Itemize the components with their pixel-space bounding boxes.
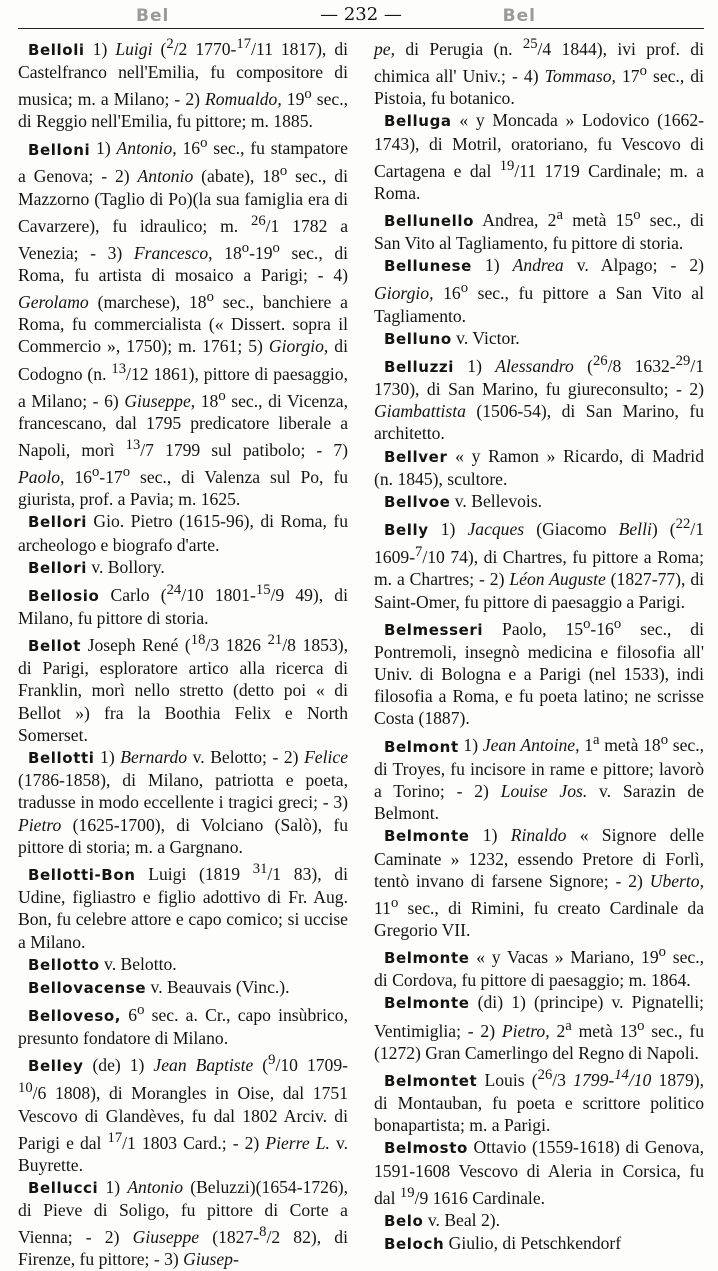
dictionary-entry [18, 556, 348, 579]
dictionary-entry [374, 1209, 704, 1232]
entry-text: pe, di Perugia (n. $^{25}$/4 1844), ivi prof. di chimica all' Univ.; - 4) Tommaso, 17$^o$ sec., di Pistoia, fu botanico. [374, 36, 704, 109]
dictionary-entry [18, 33, 348, 133]
entry-text: (de) 1) Jean Baptiste ($^9$/10 1709-$^{10}$/6 1808), di Morangles in Oise, dal 1751 Vescovo di Glandèves, fu dal 1802 Arciv. di Parigi e dal $^{17}$/1 1803 Card.; - 2) Pierre L. v. Buyrette. [18, 1052, 349, 1175]
entry-text: 1) Luigi ($^2$/2 1770-$^{17}$/11 1817), di Castelfranco nell'Emilia, fu compositore di musica; m. a Milano; - 2) Romualdo, 19$^o$ sec., di Reggio nell'Emilia, fu pittore; m. 1885. [18, 36, 349, 132]
entry-headword: Belloni [28, 140, 91, 159]
entry-text: v. Beauvais (Vinc.). [146, 976, 290, 997]
entry-text: Carlo ($^{24}$/10 1801-$^{15}$/9 49), di Milano, fu pittore di storia. [18, 581, 348, 628]
entry-text: Louis ($^{26}$/3 1799-$^{14}$/10 1879), di Montauban, fu poeta e scrittore politico bonapartista; m. a Parigi. [374, 1066, 705, 1136]
dictionary-entry [374, 1136, 704, 1208]
entry-headword: Bellunello [384, 211, 475, 230]
entry-headword: Belluno [384, 329, 452, 348]
entry-headword: Belmonte [384, 827, 470, 846]
entry-text: Paolo, 15$^o$-16$^o$ sec., di Pontremoli, insegnò medicina e filosofia all' Univ. di Bologna e a Parigi (nel 1533), indi filosofia a Roma, e fu poeta latino; ne scrisse Costa (1887). [374, 615, 704, 729]
dictionary-entry [18, 510, 348, 555]
entry-text: 1) Jacques (Giacomo Belli) ($^{22}$/1 1609-$^7$/10 74), di Chartres, fu pittore a Roma; m. a Chartres; - 2) Léon Auguste (1827-77), di Saint-Omer, fu pittore di paesaggio a Parigi. [374, 516, 705, 612]
dictionary-entry [18, 1176, 348, 1271]
entry-text: 1) Jean Antoine, 1$^a$ metà 18$^o$ sec., di Troyes, fu incisore in rame e pittore; lavorò a Torino; - 2) Louise Jos. v. Sarazin de Belmont. [374, 732, 705, 824]
entry-text: « y Moncada » Lodovico (1662-1743), di Motril, oratoriano, fu Vescovo di Cartagena e dal $^{19}$/11 1719 Cardinale; m. a Roma. [374, 110, 704, 203]
entry-headword: Belluzzi [384, 357, 454, 376]
text-columns [18, 33, 704, 1271]
dictionary-entry [18, 629, 348, 746]
dictionary-entry [18, 858, 348, 953]
dictionary-entry [374, 445, 704, 490]
dictionary-entry [374, 350, 704, 445]
entry-headword: Bellver [384, 447, 448, 466]
entry-headword: Belly [384, 521, 429, 540]
entry-headword: Belmesseri [384, 620, 484, 639]
dictionary-entry [374, 327, 704, 350]
entry-headword: Belmonte [384, 994, 470, 1013]
entry-text: v. Bollory. [86, 556, 165, 577]
entry-headword: Bellunese [384, 257, 472, 276]
entry-text: Giulio, di Petschkendorf [444, 1233, 622, 1254]
entry-text: v. Bellevois. [450, 491, 543, 512]
entry-text: 1) Antonio (Beluzzi)(1654-1726), di Pieve di Soligo, fu pittore di Corte a Vienna; - 2) Giuseppe (1827-$^8$/2 82), di Firenze, fu pittore; - 3) Giusep- [18, 1177, 349, 1270]
dictionary-entry [18, 133, 348, 511]
entry-headword: Beloch [384, 1235, 445, 1254]
dictionary-entry [374, 1064, 704, 1136]
dictionary-entry [374, 730, 704, 825]
entry-text: Ottavio (1559-1618) di Genova, 1591-1608 Vescovo di Aleria in Corsica, fu dal $^{19}$/9 1616 Cardinale. [374, 1137, 704, 1208]
entry-text: Luigi (1819 $^{31}$/1 83), di Udine, figliastro e figlio adottivo di Fr. Aug. Bon, fu celebre attore e capo comico; si uccise a Milano. [18, 861, 348, 952]
dictionary-entry [18, 999, 348, 1049]
entry-text: (di) 1) (principe) v. Pignatelli; Ventimiglia; - 2) Pietro, 2$^a$ metà 13$^o$ sec., fu (1272) Gran Camerlingo del Regno di Napoli. [374, 992, 704, 1063]
dictionary-entry [374, 1232, 704, 1255]
entry-headword: Belloli [28, 40, 85, 59]
entry-headword: Belo [384, 1211, 424, 1230]
entry-headword: Belmont [384, 737, 459, 756]
entry-text: 6$^o$ sec. a. Cr., capo insùbrico, presunto fondatore di Milano. [18, 1002, 348, 1049]
dictionary-entry [18, 953, 348, 976]
entry-text: 1) Rinaldo « Signore delle Caminate » 1232, essendo Pretore di Forlì, tentò invano di farsene Signore; - 2) Uberto, 11$^o$ sec., di Rimini, fu creato Cardinale da Gregorio VII. [374, 825, 705, 940]
entry-headword: Belley [28, 1057, 84, 1076]
running-head-left: Bel [136, 6, 170, 26]
dictionary-entry [18, 1049, 348, 1176]
entry-headword: Belloveso, [28, 1007, 122, 1026]
entry-text: « y Ramon » Ricardo, di Madrid (n. 1845), scultore. [374, 445, 704, 489]
dictionary-entry [374, 824, 704, 941]
entry-headword: Bellotto [28, 955, 100, 974]
dictionary-entry [374, 991, 704, 1063]
entry-text: 1) Antonio, 16$^o$ sec., fu stampatore a Genova; - 2) Antonio (abate), 18$^o$ sec., di Mazzorno (Taglio di Po)(la sua famiglia era di Cavarzere), fu idraulico; m. $^{26}$/1 1782 a Venezia; - 3) Francesco, 18$^o$-19$^o$ sec., di Roma, fu artista di mosaico a Parigi; - 4) Gerolamo (marchese), 18$^o$ sec., banchiere a Roma, fu commercialista (« Dissert. sopra il Commercio », 1750); m. 1761; 5) Giorgio, di Codogno (n. $^{13}$/12 1861), pittore di paesaggio, a Milano; - 6) Giuseppe, 18$^o$ sec., di Vicenza, francescano, dal 1795 predicatore liberale a Napoli, morì $^{13}$/7 1799 sul patibolo; - 7) Paolo, 16$^o$-17$^o$ sec., di Valenza sul Po, fu giurista, prof. a Pavia; m. 1625. [18, 135, 349, 510]
entry-headword: Belluga [384, 112, 452, 131]
entry-text: v. Victor. [451, 327, 520, 348]
entry-headword: Bellori [28, 513, 87, 532]
entry-headword: Bellotti-Bon [28, 865, 136, 884]
entry-text: v. Beal 2). [423, 1209, 501, 1230]
entry-text: Andrea, 2$^a$ metà 15$^o$ sec., di San Vito al Tagliamento, fu pittore di storia. [374, 207, 704, 254]
dictionary-entry [374, 513, 704, 613]
page-number: — 232 — [320, 4, 402, 25]
entry-text: 1) Bernardo v. Belotto; - 2) Felice (1786-1858), di Milano, patriotta e poeta, tradusse in modo eccellente i tragici greci; - 3) Pietro (1625-1700), di Volciano (Salò), fu pittore di storia; m. a Gargnano. [18, 747, 349, 857]
entry-headword: Bellot [28, 637, 81, 656]
dictionary-entry [374, 33, 704, 109]
dictionary-entry [18, 579, 348, 629]
page-header [18, 4, 704, 29]
running-head-right: Bel [502, 6, 536, 26]
entry-headword: Bellori [28, 558, 87, 577]
entry-headword: Belmosto [384, 1139, 468, 1158]
entry-headword: Bellosio [28, 586, 100, 605]
entry-headword: Bellotti [28, 749, 95, 768]
entry-headword: Belmonte [384, 949, 470, 968]
entry-text: 1) Alessandro ($^{26}$/8 1632-$^{29}$/1 1730), di San Marino, fu giureconsulto; - 2) Giambattista (1506-54), di San Marino, fu architetto. [374, 352, 704, 444]
dictionary-entry [374, 109, 704, 204]
right-column [374, 33, 704, 1271]
entry-text: Joseph René ($^{18}$/3 1826 $^{21}$/8 1853), di Parigi, esploratore artico alla ricerca di Franklin, morì nello stretto (detto poi « di Bellot ») fra la Boothia Felix e North Somerset. [18, 632, 348, 745]
entry-headword: Belmontet [384, 1071, 478, 1090]
entry-headword: Bellovacense [28, 978, 147, 997]
dictionary-entry [374, 490, 704, 513]
entry-headword: Bellucci [28, 1179, 99, 1198]
dictionary-entry [18, 746, 348, 858]
entry-text: Gio. Pietro (1615-96), di Roma, fu archeologo e biografo d'arte. [18, 511, 348, 555]
dictionary-entry [374, 941, 704, 991]
entry-headword: Bellvoe [384, 493, 451, 512]
left-column [18, 33, 348, 1271]
dictionary-entry [374, 204, 704, 254]
dictionary-entry [18, 976, 348, 999]
entry-text: v. Belotto. [99, 953, 177, 974]
entry-text: 1) Andrea v. Alpago; - 2) Giorgio, 16$^o$ sec., fu pittore a San Vito al Tagliamento. [374, 255, 705, 326]
dictionary-entry [374, 254, 704, 326]
entry-text: « y Vacas » Mariano, 19$^o$ sec., di Cordova, fu pittore di paesaggio; m. 1864. [374, 944, 704, 991]
dictionary-entry [374, 613, 704, 730]
